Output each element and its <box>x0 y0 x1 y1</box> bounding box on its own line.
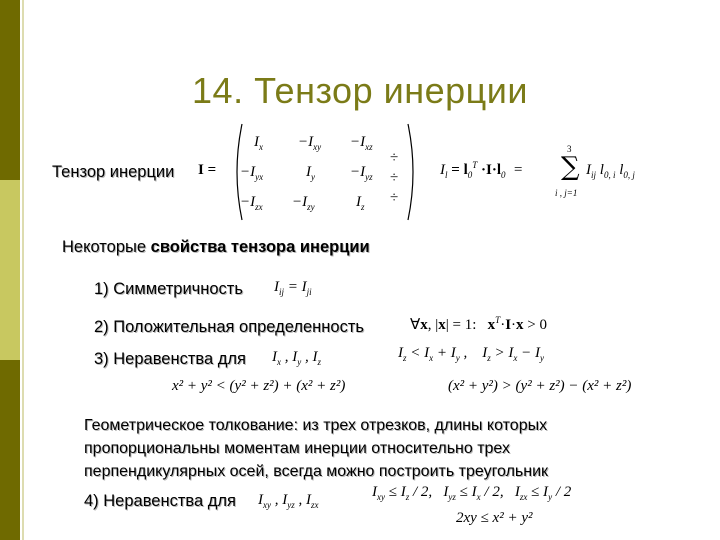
sum-term: $I_{ij}$ $l_{0, i}$ $l_{0, j}$ <box>586 162 635 180</box>
formula-il: $I_l = l_0^T \cdot I\cdot l_0$ = <box>440 160 524 180</box>
tensor-label: Тензор инерции <box>52 163 175 181</box>
property-4-label: 4) Неравенства для <box>84 492 236 510</box>
matrix-cell: $I_y$ <box>306 164 315 182</box>
property-4-vars: $I_{xy}$ , $I_{yz}$ , $I_{zx}$ <box>258 492 319 510</box>
matrix-cell: $I_z$ <box>356 194 365 212</box>
sum-sign: ∑ <box>561 152 580 182</box>
inequality-right: (x² + y²) > (y² + z²) − (x² + z²) <box>448 378 632 394</box>
property-3-rhs: $I_z < I_x + I_y$ , $I_z > I_x - I_y$ <box>398 345 545 363</box>
matrix-cell: $I_x$ <box>254 134 263 152</box>
matrix-cell: $-I_{yx}$ <box>240 164 264 182</box>
property-3-vars: $I_x$ , $I_y$ , $I_z$ <box>272 349 322 367</box>
decor-stripe-middle <box>0 180 20 360</box>
matrix-cell: $-I_{xz}$ <box>350 134 373 152</box>
inertia-matrix <box>230 122 420 222</box>
property-4-last: 2xy ≤ x² + y² <box>456 510 533 526</box>
decor-stripe-bottom <box>0 360 20 540</box>
inequality-left: x² + y² < (y² + z²) + (x² + z²) <box>172 378 346 394</box>
property-1-label: 1) Симметричность <box>94 280 243 298</box>
slide-title: 14. Тензор инерции <box>192 70 528 111</box>
matrix-cell: $-I_{zx}$ <box>240 194 263 212</box>
sum-lower-limit: i , j=1 <box>555 188 578 198</box>
property-1-formula: $I_{ij} = I_{ji}$ <box>274 279 312 297</box>
matrix-cell: $-I_{yz}$ <box>350 164 373 182</box>
matrix-cell: $-I_{zy}$ <box>292 194 315 212</box>
property-2-formula: ∀x, |x| = 1: $x^T\cdot I\cdot x > 0$ <box>410 315 547 333</box>
property-4-rhs: $I_{xy} \le I_z / 2$, $I_{yz} \le I_x / 2$, $I_{zx} \le I_y / 2$ <box>372 484 572 502</box>
property-3-label: 3) Неравенства для <box>94 350 246 368</box>
matrix-cell: $-I_{xy}$ <box>298 134 322 152</box>
matrix-dots: ÷ <box>390 150 399 166</box>
sum-upper-limit: 3 <box>567 144 572 154</box>
geometric-interpretation: Геометрическое толкование: из трех отрезков, длины которых пропорциональны моментам инерции относительно трех перпендикулярных осей, всегда можно построить треугольник <box>84 417 549 480</box>
matrix-dots: ÷ <box>390 170 399 186</box>
properties-intro: Некоторые свойства тензора инерции <box>62 238 370 256</box>
matrix-right-paren <box>406 122 420 222</box>
tensor-symbol: I = <box>198 162 217 178</box>
matrix-dots: ÷ <box>390 190 399 206</box>
property-2-label: 2) Положительная определенность <box>94 318 364 336</box>
